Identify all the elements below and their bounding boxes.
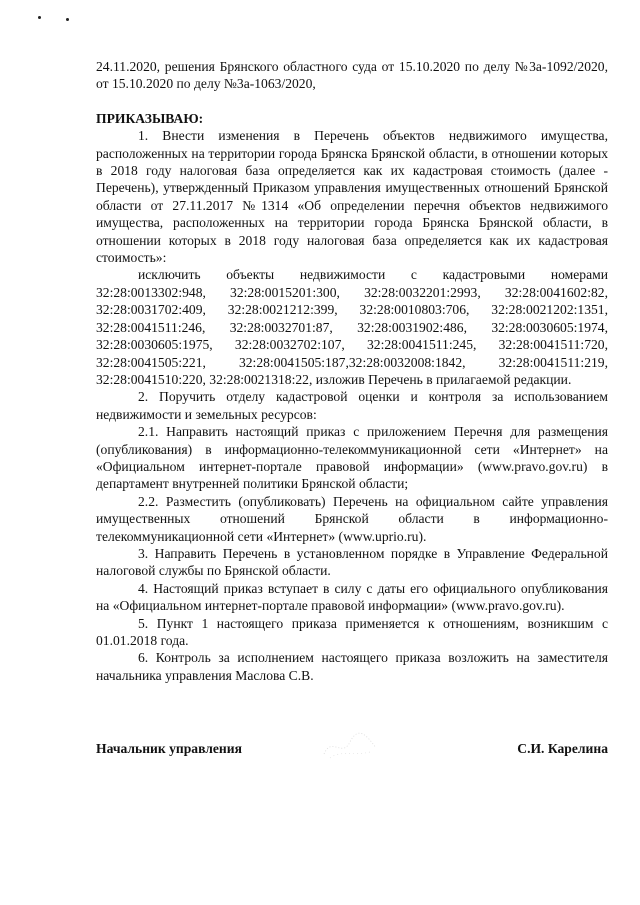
item-2-1: 2.1. Направить настоящий приказ с приложением Перечня для размещения (опубликования) в информационно-телекоммуникационной сети «Интернет» на «Официальном интернет-портале правовой информации» (www.pravo.gov.ru) в департамент внутренней политики Брянской области;	[96, 424, 608, 492]
item-4: 4. Настоящий приказ вступает в силу с даты его официального опубликования на «Официальном интернет-портале правовой информации» (www.pravo.gov.ru).	[96, 580, 608, 614]
item-2: 2. Поручить отделу кадастровой оценки и контроля за использованием недвижимости и земельных ресурсов:	[96, 389, 608, 422]
item-3: 3. Направить Перечень в установленном порядке в Управление Федеральной налоговой службы по Брянской области.	[96, 545, 608, 579]
item-1: 1. Внести изменения в Перечень объектов недвижимого имущества, расположенных на территории города Брянска Брянской области, в отношении которых в 2018 году налоговая база определяется как их кадастровая стоимость (далее - Перечень), утвержденный Приказом управления имущественных отношений Брянской области от 27.11.2017 №1314 «Об определении перечня объектов недвижимого имущества, расположенных на территории города Брянска Брянской области, в отношении которых в 2018 году налоговая база определяется как их кадастровая стоимость»:	[96, 128, 608, 266]
item-5: 5. Пункт 1 настоящего приказа применяется к отношениям, возникшим с 01.01.2018 года.	[96, 615, 608, 648]
item-6: 6. Контроль за исполнением настоящего приказа возложить на заместителя начальника управления Маслова С.В.	[96, 650, 608, 683]
order-body	[96, 58, 608, 684]
signatory-name: С.И. Карелина	[517, 741, 608, 756]
item-1-exclude: исключить объекты недвижимости с кадастровыми номерами	[138, 267, 608, 283]
item-1-cadastral-numbers: 32:28:0013302:948, 32:28:0015201:300, 32:28:0032201:2993, 32:28:0041602:82, 32:28:0031702:409, 32:28:0021212:399, 32:28:0010803:706, 32:28:0021202:1351, 32:28:0041511:246, 32:28:0032701:87, 32:28:0031902:486, 32:28:0030605:1974, 32:28:0030605:1975, 32:28:0032702:107, 32:28:0041511:245, 32:28:0041511:720, 32:28:0041505:221, 32:28:0041505:187,32:28:0032008:1842, 32:28:0041511:219, 32:28:0041510:220, 32:28:0021318:22, изложив Перечень в прилагаемой редакции.	[96, 284, 608, 387]
signatory-position: Начальник управления	[96, 741, 242, 756]
scan-speck	[66, 18, 69, 21]
item-2-2: 2.2. Разместить (опубликовать) Перечень на официальном сайте управления имущественных отношений Брянской области в информационно-телекоммуникационной сети «Интернет» (www.uprio.ru).	[96, 493, 608, 544]
faint-signature-mark	[320, 728, 380, 762]
order-heading: ПРИКАЗЫВАЮ:	[96, 110, 204, 126]
header-continuation: 24.11.2020, решения Брянского областного суда от 15.10.2020 по делу №3а-1092/2020, от 15.10.2020 по делу №3а-1063/2020,	[96, 59, 608, 92]
scan-speck	[38, 16, 41, 19]
